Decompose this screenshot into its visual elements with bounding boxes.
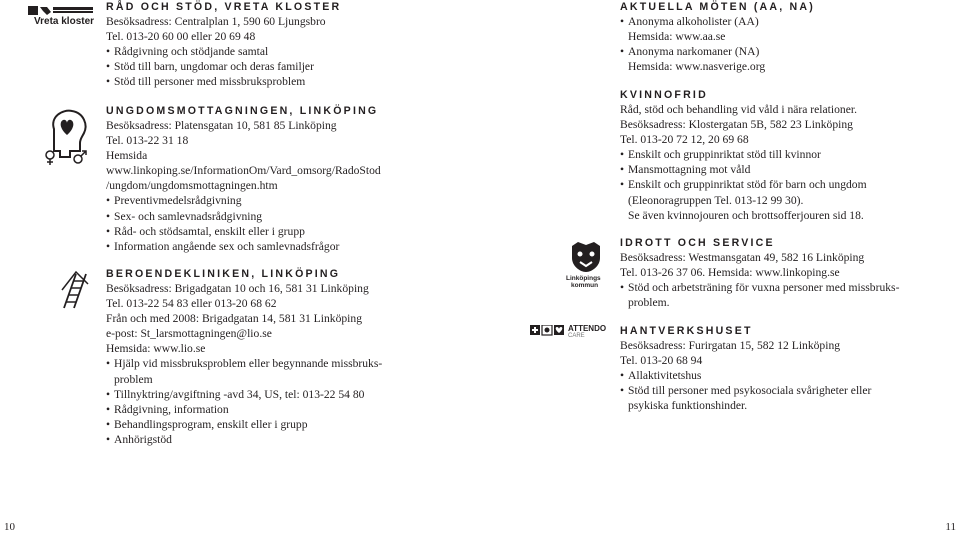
vreta-logo-text: Vreta kloster	[34, 16, 95, 27]
list-item-continuation: problem.	[628, 296, 670, 310]
list-item: • Mansmottagning mot våld	[620, 162, 940, 177]
list-item: • Hjälp vid missbruksproblem eller begynnande missbruks-	[106, 356, 406, 371]
list-item: • Stöd till personer med psykosociala svårigheter eller	[620, 383, 940, 398]
list-item: • Anonyma narkomaner (NA)	[620, 44, 940, 59]
section-kvinnofrid	[620, 88, 940, 223]
linkoping-kommun-logo	[566, 240, 606, 290]
section-beroende	[106, 267, 406, 447]
heading-idrott: IDROTT OCH SERVICE	[620, 237, 775, 249]
section-idrott	[620, 236, 940, 310]
beroende-phone: Tel. 013-22 54 83 eller 013-20 68 62	[106, 297, 277, 311]
heading-beroende: BEROENDEKLINIKEN, LINKÖPING	[106, 268, 341, 280]
heading-hantverk: HANTVERKSHUSET	[620, 325, 753, 337]
list-item: • Preventivmedelsrådgivning	[106, 193, 406, 208]
vreta-phone: Tel. 013-20 60 00 eller 20 69 48	[106, 30, 256, 44]
heading-ungdom: UNGDOMSMOTTAGNINGEN, LINKÖPING	[106, 105, 379, 117]
section-ungdom	[106, 104, 406, 254]
list-item: • Stöd till personer med missbruksproblem	[106, 74, 406, 89]
beroende-email[interactable]: e-post: St_larsmottagningen@lio.se	[106, 327, 272, 341]
section-hantverk	[620, 324, 940, 413]
page-number-right: 11	[945, 521, 956, 533]
attendo-logo-text: ATTENDO	[568, 324, 607, 333]
kvinnofrid-intro: Råd, stöd och behandling vid våld i nära relationer.	[620, 103, 857, 116]
ungdom-address: Besöksadress: Platensgatan 10, 581 85 Linköping	[106, 119, 337, 132]
list-item-continuation: psykiska funktionshinder.	[628, 399, 748, 413]
idrott-address: Besöksadress: Westmansgatan 49, 582 16 Linköping	[620, 251, 865, 264]
list-item: • Stöd till barn, ungdomar och deras familjer	[106, 59, 406, 74]
lion-head-icon	[568, 240, 604, 274]
heading-aktuella: AKTUELLA MÖTEN (AA, NA)	[620, 1, 815, 13]
list-item: • Råd- och stödsamtal, enskilt eller i grupp	[106, 224, 406, 239]
list-item-continuation: (Eleonoragruppen Tel. 013-12 99 30).	[628, 193, 804, 207]
vreta-address: Besöksadress: Centralplan 1, 590 60 Ljungsbro	[106, 15, 326, 28]
ungdom-website-url[interactable]: www.linkoping.se/InformationOm/Vard_omsorg/RadoStod	[106, 164, 381, 178]
heading-vreta: RÅD OCH STÖD, VRETA KLOSTER	[106, 1, 342, 13]
list-item: • Anonyma alkoholister (AA)	[620, 14, 940, 29]
page-number-left: 10	[4, 521, 15, 533]
ungdom-website-url-cont[interactable]: /ungdom/ungdomsmottagningen.htm	[106, 179, 278, 193]
list-item: • Behandlingsprogram, enskilt eller i grupp	[106, 417, 406, 432]
list-item-continuation: Se även kvinnojouren och brottsofferjouren sid 18.	[628, 208, 864, 222]
care-symbols-icon	[530, 325, 566, 337]
vreta-kloster-logo	[27, 4, 97, 28]
na-website[interactable]: Hemsida: www.nasverige.org	[628, 60, 766, 74]
list-item: • Stöd och arbetsträning för vuxna personer med missbruks-	[620, 280, 940, 295]
list-item-continuation: problem	[114, 372, 153, 386]
linkoping-logo-text-2: kommun	[571, 282, 599, 289]
section-aktuella	[620, 0, 940, 74]
attendo-care-text: CARE	[568, 333, 585, 339]
attendo-care-logo	[530, 324, 606, 342]
list-item: • Enskilt och gruppinriktat stöd för barn och ungdom	[620, 177, 940, 192]
beroende-new-address: Från och med 2008: Brigadgatan 14, 581 31 Linköping	[106, 312, 362, 326]
list-item: • Tillnyktring/avgiftning -avd 34, US, tel: 013-22 54 80	[106, 387, 406, 402]
list-item: • Enskilt och gruppinriktat stöd till kvinnor	[620, 147, 940, 162]
youth-clinic-icon	[40, 107, 90, 167]
ladder-icon	[60, 270, 90, 310]
list-item: • Rådgivning, information	[106, 402, 406, 417]
idrott-phone-website: Tel. 013-26 37 06. Hemsida: www.linkoping.se	[620, 266, 840, 280]
list-item: • Information angående sex och samlevnadsfrågor	[106, 239, 406, 254]
kvinnofrid-phone: Tel. 013-20 72 12, 20 69 68	[620, 133, 749, 147]
section-vreta	[106, 0, 406, 89]
list-item: • Allaktivitetshus	[620, 368, 940, 383]
list-item: • Sex- och samlevnadsrådgivning	[106, 209, 406, 224]
list-item: • Anhörigstöd	[106, 432, 406, 447]
linkoping-logo-text-1: Linköpings	[566, 275, 601, 282]
beroende-website[interactable]: Hemsida: www.lio.se	[106, 342, 206, 356]
ungdom-website-label: Hemsida	[106, 149, 148, 163]
hantverk-address: Besöksadress: Furirgatan 15, 582 12 Linköping	[620, 339, 841, 352]
hantverk-phone: Tel. 013-20 68 94	[620, 354, 703, 368]
heading-kvinnofrid: KVINNOFRID	[620, 89, 708, 101]
ungdom-phone: Tel. 013-22 31 18	[106, 134, 189, 148]
beroende-address: Besöksadress: Brigadgatan 10 och 16, 581 31 Linköping	[106, 282, 369, 295]
kvinnofrid-address: Besöksadress: Klostergatan 5B, 582 23 Linköping	[620, 118, 853, 132]
list-item: • Rådgivning och stödjande samtal	[106, 44, 406, 59]
aa-website[interactable]: Hemsida: www.aa.se	[628, 30, 726, 44]
